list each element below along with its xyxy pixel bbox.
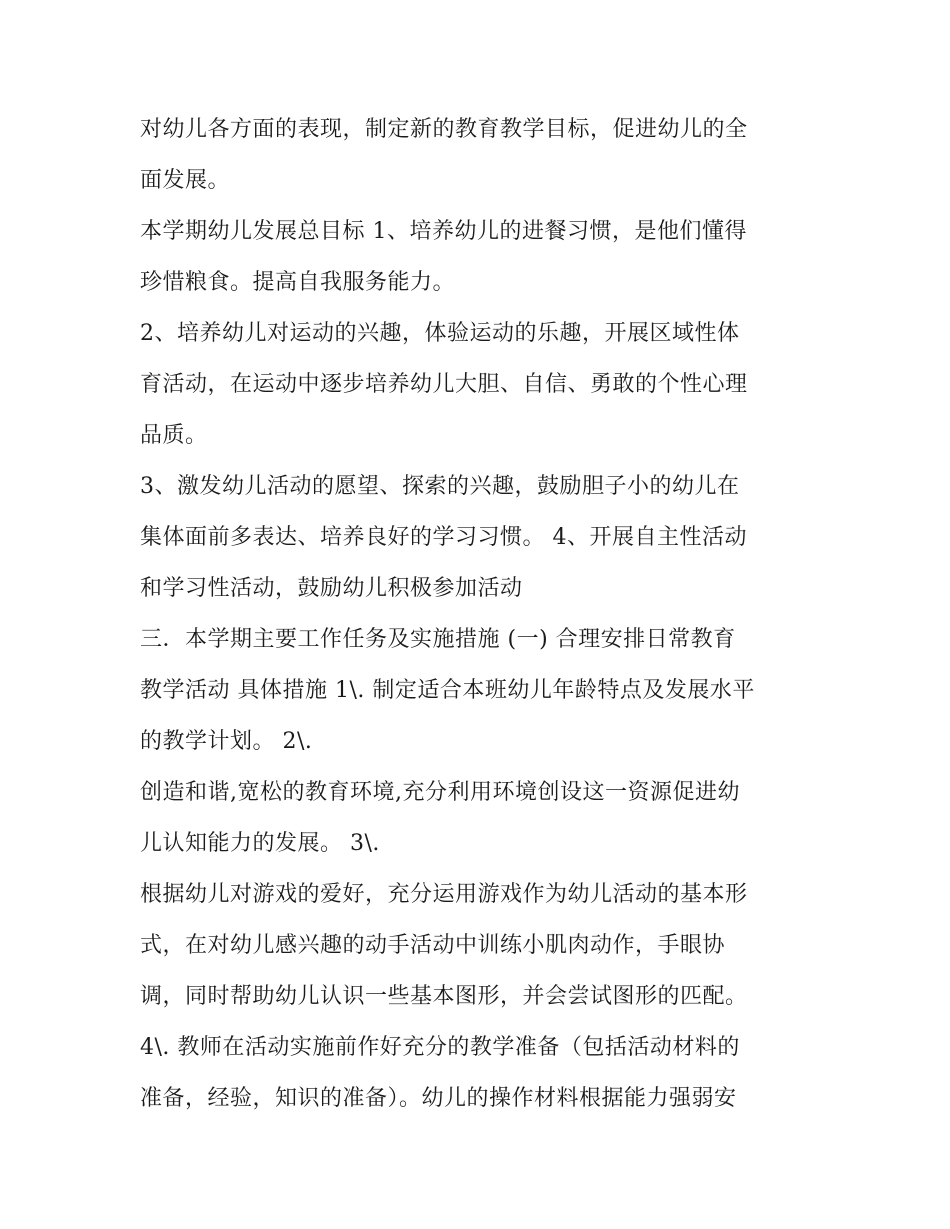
text-line: 品质。	[140, 423, 208, 448]
text-line: 面发展。	[140, 168, 231, 193]
document-body	[140, 104, 820, 1124]
text-line: 三．本学期主要工作任务及实施措施 (一) 合理安排日常教育	[140, 627, 736, 652]
text-line: 儿认知能力的发展。 3\.	[140, 831, 380, 856]
text-line: 教学活动 具体措施 1\. 制定适合本班幼儿年龄特点及发展水平	[140, 678, 755, 703]
text-line: 准备，经验，知识的准备）。幼儿的操作材料根据能力强弱安	[140, 1086, 737, 1111]
text-line: 根据幼儿对游戏的爱好，充分运用游戏作为幼儿活动的基本形	[140, 882, 748, 907]
text-line: 集体面前多表达、培养良好的学习习惯。 4、开展自主性活动	[140, 525, 747, 550]
text-line: 式，在对幼儿感兴趣的动手活动中训练小肌肉动作，手眼协	[140, 933, 726, 958]
text-line: 的教学计划。 2\.	[140, 729, 313, 754]
text-line: 珍惜粮食。提高自我服务能力。	[140, 270, 456, 295]
text-line: 育活动，在运动中逐步培养幼儿大胆、自信、勇敢的个性心理	[140, 372, 748, 397]
text-line: 创造和谐,宽松的教育环境,充分利用环境创设这一资源促进幼	[140, 780, 740, 805]
text-line: 2、培养幼儿对运动的兴趣，体验运动的乐趣，开展区域性体	[140, 321, 740, 346]
text-line: 本学期幼儿发展总目标 1、培养幼儿的进餐习惯，是他们懂得	[140, 219, 747, 244]
text-line: 调，同时帮助幼儿认识一些基本图形，并会尝试图形的匹配。	[140, 984, 748, 1009]
text-line: 对幼儿各方面的表现，制定新的教育教学目标，促进幼儿的全	[140, 117, 748, 142]
text-line: 4\. 教师在活动实施前作好充分的教学准备（包括活动材料的	[140, 1035, 740, 1060]
text-line: 3、激发幼儿活动的愿望、探索的兴趣，鼓励胆子小的幼儿在	[140, 474, 740, 499]
text-line: 和学习性活动，鼓励幼儿积极参加活动	[140, 576, 523, 601]
